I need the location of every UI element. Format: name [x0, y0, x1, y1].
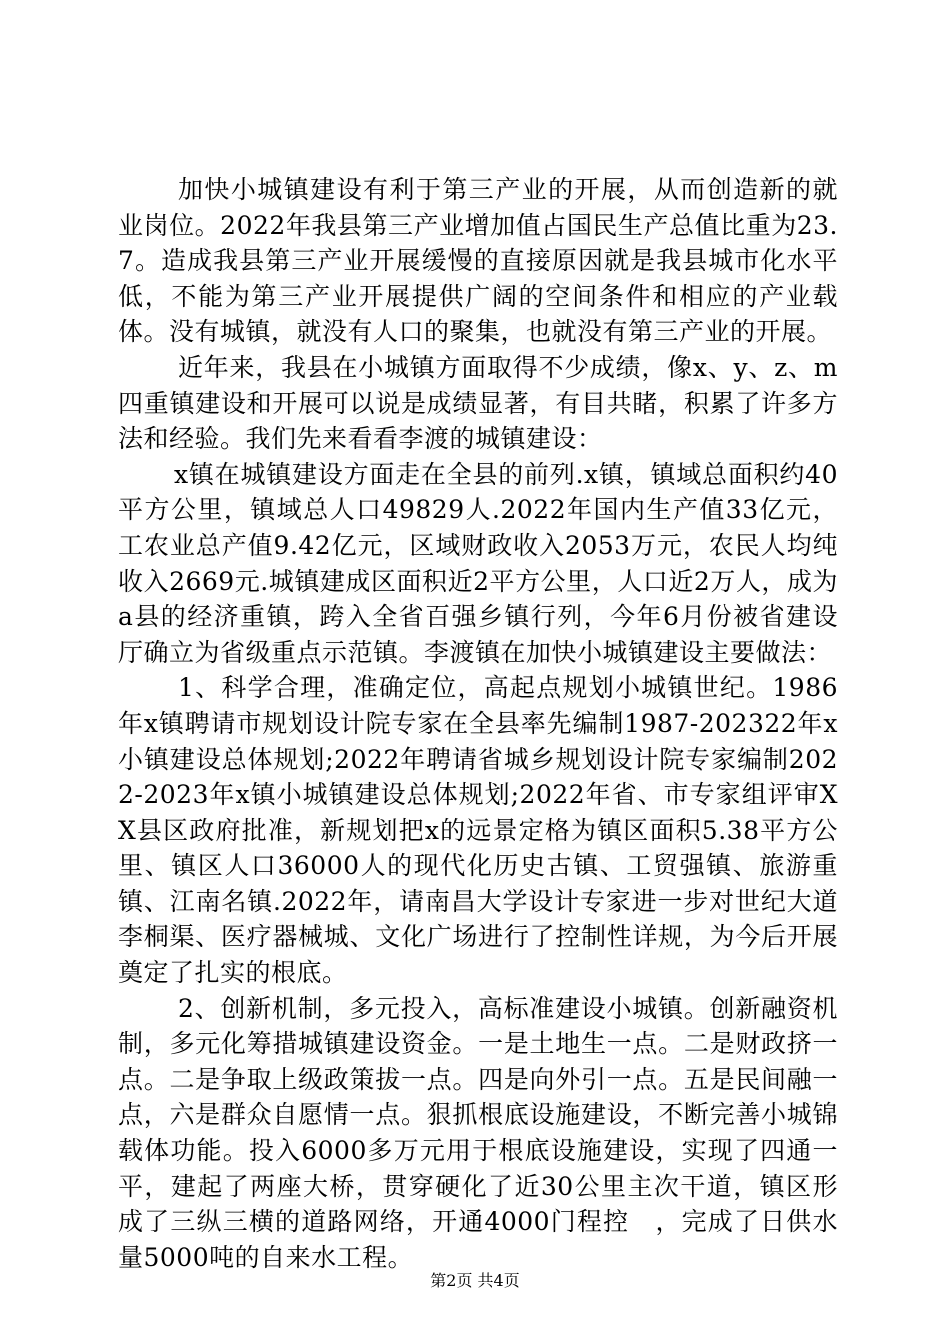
paragraph-investment: 2、创新机制，多元投入，高标准建设小城镇。创新融资机制，多元化筹措城镇建设资金。一是土地生一点。二是财政挤一点。二是争取上级政策拔一点。四是向外引一点。五是民间融一点，六是群众自愿情一点。狠抓根底设施建设，不断完善小城锦载体功能。投入6000多万元用于根底设施建设，实现了四通一平，建起了两座大桥，贯穿硬化了近30公里主次干道，镇区形成了三纵三横的道路网络，开通4000门程控 ，完成了日供水量5000吨的自来水工程。 [118, 993, 838, 1272]
paragraph-recent-achievements: 近年来，我县在小城镇方面取得不少成绩，像x、y、z、m四重镇建设和开展可以说是成绩显著，有目共睹，积累了许多方法和经验。我们先来看看李渡的城镇建设： [118, 352, 838, 454]
paragraph-x-town-overview: x镇在城镇建设方面走在全县的前列.x镇，镇域总面积约40平方公里，镇域总人口49829人.2022年国内生产值33亿元，工农业总产值9.42亿元，区域财政收入2053万元，农民人均纯收入2669元.城镇建成区面积近2平方公里，人口近2万人，成为a县的经济重镇，跨入全省百强乡镇行列，今年6月份被省建设厅确立为省级重点示范镇。李渡镇在加快小城镇建设主要做法： [118, 459, 838, 667]
paragraph-tertiary-industry: 加快小城镇建设有利于第三产业的开展，从而创造新的就业岗位。2022年我县第三产业增加值占国民生产总值比重为23.7。造成我县第三产业开展缓慢的直接原因就是我县城市化水平低，不能为第三产业开展提供广阔的空间条件和相应的产业载体。没有城镇，就没有人口的聚集，也就没有第三产业的开展。 [118, 175, 838, 347]
page-footer: 第2页 共4页 [430, 1271, 520, 1290]
paragraph-planning: 1、科学合理，准确定位，高起点规划小城镇世纪。1986年x镇聘请市规划设计院专家在全县率先编制1987-202322年x小镇建设总体规划;2022年聘请省城乡规划设计院专家编制2022-2023年x镇小城镇建设总体规划;2022年省、市专家组评审XX县区政府批准，新规划把x的远景定格为镇区面积5.38平方公里、镇区人口36000人的现代化历史古镇、工贸强镇、旅游重镇、江南名镇.2022年，请南昌大学设计专家进一步对世纪大道李桐渠、医疗器械城、文化广场进行了控制性详规，为今后开展奠定了扎实的根底。 [118, 673, 838, 988]
document-body [118, 172, 838, 1275]
